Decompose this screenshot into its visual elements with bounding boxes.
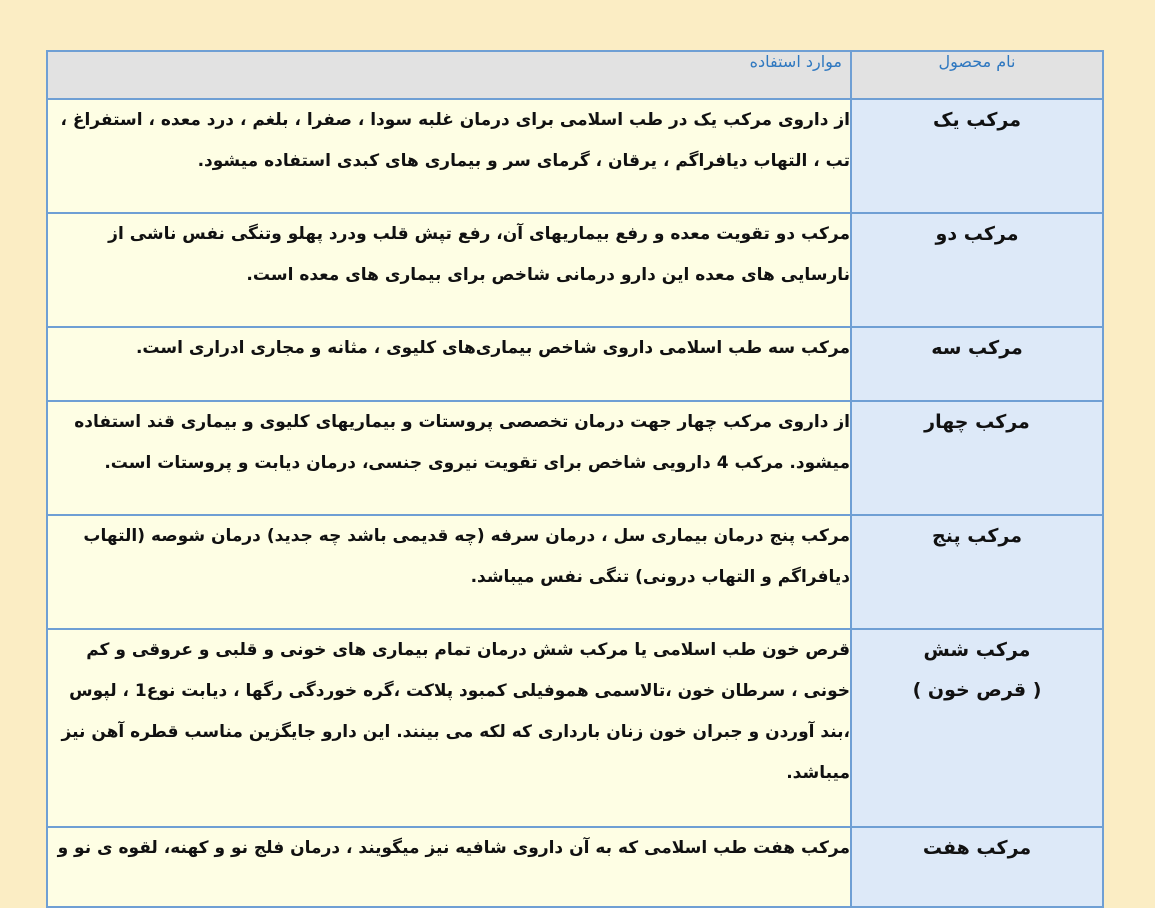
product-use-cell: مرکب سه طب اسلامی داروی شاخص بیماری‌های کلیوی ، مثانه و مجاری ادراری است. xyxy=(47,327,851,401)
header-product-name: نام محصول xyxy=(851,51,1103,99)
product-name: مرکب پنج xyxy=(932,525,1022,547)
product-use-cell: مرکب هفت طب اسلامی که به آن داروی شافیه نیز میگویند ، درمان فلج نو و کهنه، لقوه ی نو و xyxy=(47,827,851,907)
table-row xyxy=(47,629,1103,827)
product-name-subtitle: ( قرص خون ) xyxy=(912,679,1042,701)
product-use-cell: مرکب پنج درمان بیماری سل ، درمان سرفه (چه قدیمی باشد چه جدید) درمان شوصه (التهاب دیافراگم و التهاب درونی) تنگی نفس میباشد. xyxy=(47,515,851,629)
product-name-cell xyxy=(851,99,1103,213)
product-name-cell xyxy=(851,213,1103,327)
product-name: مرکب یک xyxy=(933,109,1021,131)
product-name: مرکب سه xyxy=(931,337,1023,359)
product-name-cell xyxy=(851,515,1103,629)
table-body xyxy=(47,99,1103,907)
table-row xyxy=(47,827,1103,907)
product-name: مرکب شش xyxy=(923,639,1031,661)
product-use-cell: از داروی مرکب یک در طب اسلامی برای درمان غلبه سودا ، صفرا ، بلغم ، درد معده ، استفراغ ، تب ، التهاب دیافراگم ، یرقان ، گرمای سر و بیماری های کبدی استفاده میشود. xyxy=(47,99,851,213)
product-name: مرکب هفت xyxy=(922,837,1032,859)
table-row xyxy=(47,515,1103,629)
table-row xyxy=(47,99,1103,213)
product-use-cell: مرکب دو تقویت معده و رفع بیماریهای آن، رفع تپش قلب ودرد پهلو وتنگی نفس ناشی از نارسایی های معده این دارو درمانی شاخص برای بیماری های معده است. xyxy=(47,213,851,327)
product-name-cell xyxy=(851,827,1103,907)
product-use-cell: قرص خون طب اسلامی یا مرکب شش درمان تمام بیماری های خونی و قلبی و عروقی و کم خونی ، سرطان خون ،تالاسمی هموفیلی کمبود پلاکت ،گره خوردگی رگها ، دیابت نوع1 ، لپوس ،بند آوردن و جبران خون زنان بارداری که لکه می بینند. این دارو جایگزین مناسب قطره آهن نیز میباشد. xyxy=(47,629,851,827)
product-name-cell xyxy=(851,401,1103,515)
product-name-cell xyxy=(851,629,1103,827)
header-row xyxy=(47,51,1103,99)
product-use-cell: از داروی مرکب چهار جهت درمان تخصصی پروستات و بیماریهای کلیوی و بیماری قند استفاده میشود. مرکب 4 دارویی شاخص برای تقویت نیروی جنسی، درمان دیابت و پروستات است. xyxy=(47,401,851,515)
header-uses: موارد استفاده xyxy=(47,51,851,99)
table-row xyxy=(47,401,1103,515)
table-row xyxy=(47,213,1103,327)
table-row xyxy=(47,327,1103,401)
product-name: مرکب دو xyxy=(935,223,1019,245)
product-name: مرکب چهار xyxy=(924,411,1030,433)
products-table-wrapper xyxy=(48,50,1104,908)
product-name-cell xyxy=(851,327,1103,401)
products-table xyxy=(46,50,1104,908)
table-header xyxy=(47,51,1103,99)
